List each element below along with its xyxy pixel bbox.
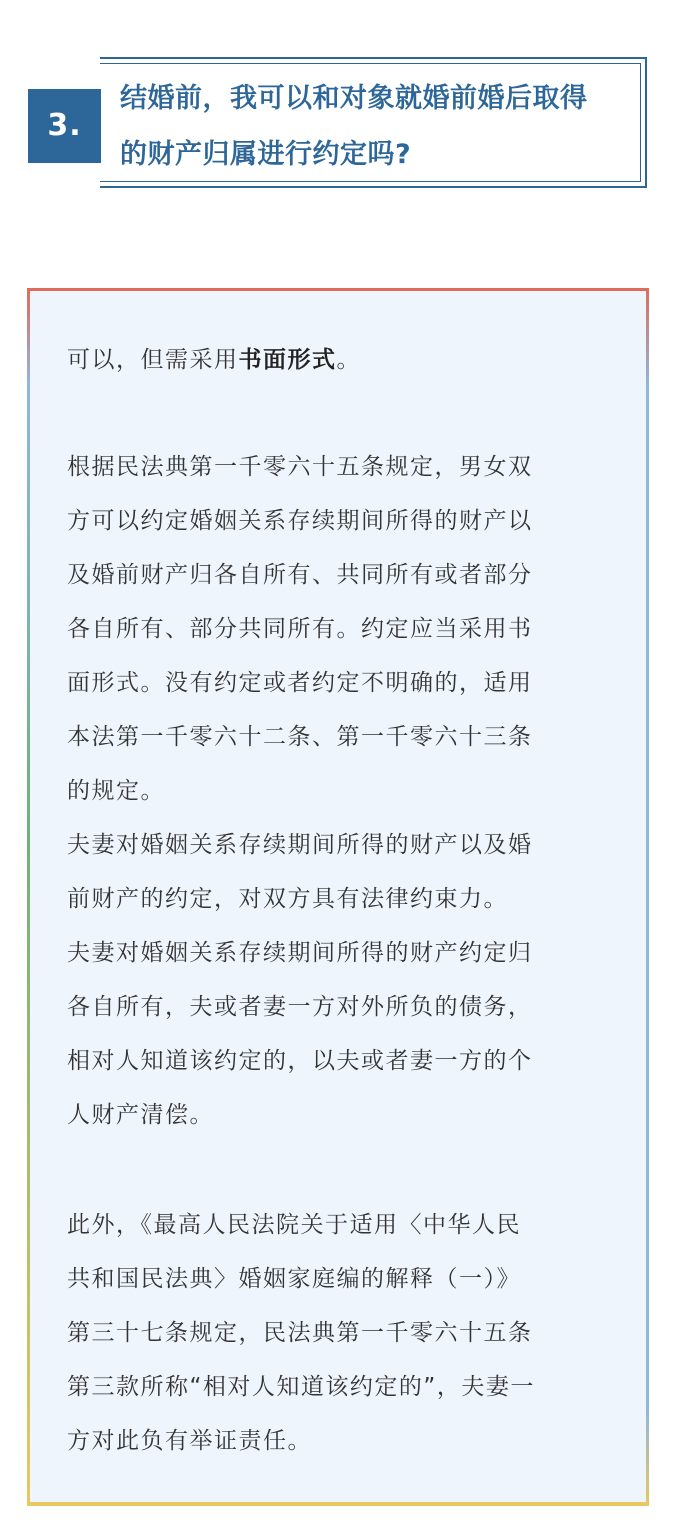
law-line: 的规定。 (67, 778, 165, 804)
card-left-edge (27, 288, 30, 1506)
answer-intro (67, 333, 612, 387)
question-header (0, 0, 677, 200)
law-line: 人财产清偿。 (67, 1102, 214, 1128)
interpretation-line: 此外，《最高人民法院关于适用〈中华人民 (67, 1212, 521, 1238)
question-title-line-1: 结婚前，我可以和对象就婚前婚后取得 (120, 83, 588, 114)
law-article-paragraph (67, 440, 612, 1142)
law-line: 各自所有、部分共同所有。约定应当采用书 (67, 616, 533, 642)
interpretation-line: 第三款所称“相对人知道该约定的”，夫妻一 (67, 1374, 535, 1400)
law-line: 面形式。没有约定或者约定不明确的，适用 (67, 670, 533, 696)
law-line: 前财产的约定，对双方具有法律约束力。 (67, 886, 508, 912)
interpretation-line: 第三十七条规定，民法典第一千零六十五条 (67, 1320, 533, 1346)
answer-intro-prefix: 可以，但需采用 (67, 347, 239, 373)
interpretation-line: 方对此负有举证责任。 (67, 1428, 312, 1454)
interpretation-line: 共和国民法典〉婚姻家庭编的解释（一）》 (67, 1266, 521, 1292)
question-title-line-2: 的财产归属进行约定吗? (120, 139, 412, 170)
card-right-edge (646, 288, 649, 1506)
law-line: 本法第一千零六十二条、第一千零六十三条 (67, 724, 533, 750)
answer-card (27, 288, 649, 1506)
law-line: 夫妻对婚姻关系存续期间所得的财产约定归 (67, 940, 533, 966)
law-line: 夫妻对婚姻关系存续期间所得的财产以及婚 (67, 832, 533, 858)
law-line: 各自所有，夫或者妻一方对外所负的债务， (67, 994, 533, 1020)
law-line: 根据民法典第一千零六十五条规定，男女双 (67, 454, 533, 480)
law-line: 方可以约定婚姻关系存续期间所得的财产以 (67, 508, 533, 534)
card-top-edge (27, 288, 649, 291)
card-bottom-edge (27, 1502, 649, 1506)
law-line: 相对人知道该约定的，以夫或者妻一方的个 (67, 1048, 533, 1074)
question-number-badge: 3. (28, 89, 101, 163)
law-line: 及婚前财产归各自所有、共同所有或者部分 (67, 562, 533, 588)
question-title (120, 71, 640, 183)
answer-intro-suffix: 。 (336, 347, 361, 373)
answer-intro-emphasis: 书面形式 (238, 347, 337, 373)
judicial-interpretation-paragraph (67, 1198, 612, 1468)
